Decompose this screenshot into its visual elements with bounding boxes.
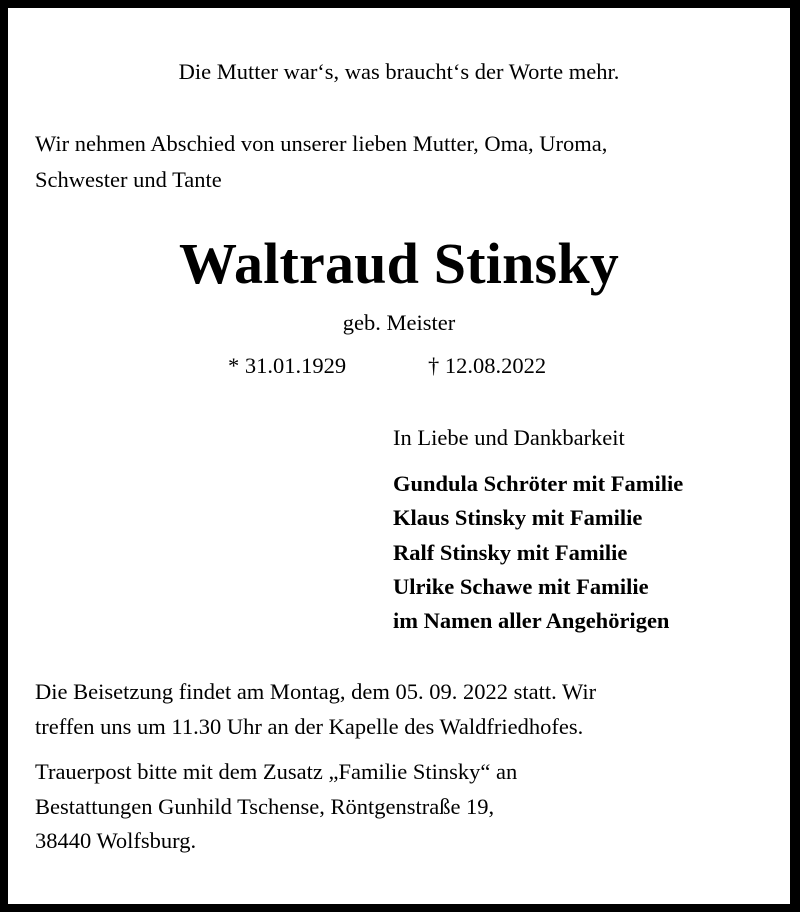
intro-line-2: Schwester und Tante bbox=[35, 167, 222, 192]
mourner-name: Ralf Stinsky mit Familie bbox=[393, 540, 628, 565]
life-dates bbox=[8, 351, 790, 381]
death-date: † 12.08.2022 bbox=[428, 353, 547, 378]
intro-line-1: Wir nehmen Abschied von unserer lieben Mutter, Oma, Uroma, bbox=[35, 131, 608, 156]
mourners-heading: In Liebe und Dankbarkeit bbox=[393, 425, 625, 450]
obituary-notice bbox=[8, 8, 790, 904]
funeral-line-1: Die Beisetzung findet am Montag, dem 05. 09. 2022 statt. Wir bbox=[35, 679, 597, 704]
mourner-name: Klaus Stinsky mit Familie bbox=[393, 505, 643, 530]
maiden-name: geb. Meister bbox=[342, 310, 456, 335]
epigraph: Die Mutter war‘s, was braucht‘s der Worte mehr. bbox=[178, 59, 620, 84]
mail-line-3: 38440 Wolfsburg. bbox=[35, 828, 197, 853]
mail-line-2: Bestattungen Gunhild Tschense, Röntgenstraße 19, bbox=[35, 794, 495, 819]
funeral-line-2: treffen uns um 11.30 Uhr an der Kapelle des Waldfriedhofes. bbox=[35, 714, 584, 739]
mourner-name: Ulrike Schawe mit Familie bbox=[393, 574, 649, 599]
mourner-name: im Namen aller Angehörigen bbox=[393, 608, 670, 633]
mourner-name: Gundula Schröter mit Familie bbox=[393, 471, 684, 496]
birth-date: * 31.01.1929 bbox=[228, 353, 347, 378]
mail-line-1: Trauerpost bitte mit dem Zusatz „Familie Stinsky“ an bbox=[35, 759, 518, 784]
deceased-name: Waltraud Stinsky bbox=[179, 231, 619, 296]
